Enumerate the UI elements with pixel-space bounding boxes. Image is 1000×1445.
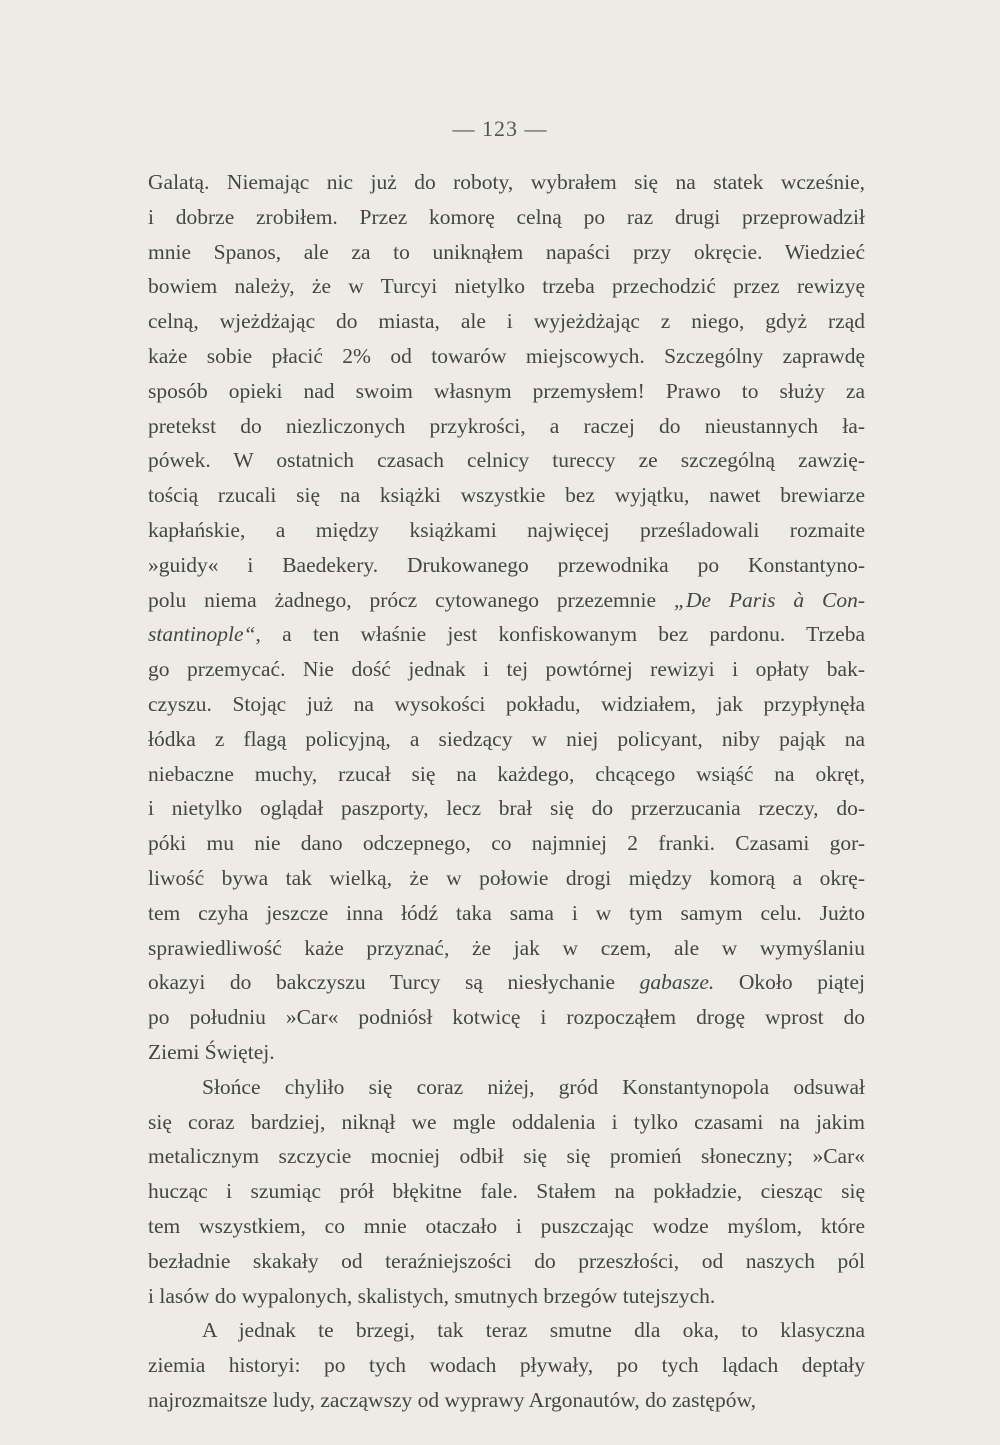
text-line: metalicznym szczycie mocniej odbił się się promień słoneczny; »Car« [148,1144,865,1169]
text-line: sposób opieki nad swoim własnym przemysłem! Prawo to służy za [148,378,865,403]
italic-text-segment: stantinople“ [148,622,256,647]
text-line: i nietylko oglądał paszporty, lecz brał się do przerzucania rzeczy, do- [148,796,865,821]
text-line: najrozmaitsze ludy, zacząwszy od wyprawy Argonautów, do zastępów, [148,1387,756,1412]
text-segment: okazyi do bakczyszu Turcy są niesłychanie [148,970,640,995]
text-line: i dobrze zrobiłem. Przez komorę celną po raz drugi przeprowadził [148,204,865,229]
text-line: tem wszystkiem, co mnie otaczało i puszczając wodze myślom, które [148,1213,865,1238]
text-line: sprawiedliwość każe przyznać, że jak w czem, ale w wymyślaniu [148,935,865,960]
text-line: hucząc i szumiąc prół błękitne fale. Stałem na pokładzie, ciesząc się [148,1179,865,1204]
text-line: ziemia historyi: po tych wodach pływały, po tych lądach deptały [148,1353,865,1378]
text-segment: Około piątej [714,970,866,995]
text-line: Galatą. Niemając nic już do roboty, wybrałem się na statek wcześnie, [148,170,865,194]
text-line: bezładnie skakały od teraźniejszości do przeszłości, od naszych pól [148,1248,865,1273]
text-line: tem czyha jeszcze inna łódź taka sama i w tym samym celu. Jużto [148,900,865,925]
text-line: czyszu. Stojąc już na wysokości pokładu, widziałem, jak przypłynęła [148,691,865,716]
text-line: celną, wjeżdżając do miasta, ale i wyjeżdżając z niego, gdyż rząd [148,309,865,334]
body-text [148,165,865,1418]
text-line: póki mu nie dano odczepnego, co najmniej 2 franki. Czasami gor- [148,831,865,856]
text-line: mnie Spanos, ale za to uniknąłem napaści przy okręcie. Wiedzieć [148,239,865,264]
text-line [148,617,865,652]
text-line: bowiem należy, że w Turcyi nietylko trzeba przechodzić przez rewizyę [148,274,865,299]
text-line: »guidy« i Baedekery. Drukowanego przewodnika po Konstantyno- [148,552,865,577]
text-line [148,965,865,1000]
text-line: go przemycać. Nie dość jednak i tej powtórnej rewizyi i opłaty bak- [148,657,865,682]
page-number: — 123 — [452,116,548,141]
text-line: każe sobie płacić 2% od towarów miejscowych. Szczególny zaprawdę [148,343,865,368]
text-line: łódka z flagą policyjną, a siedzący w niej policyant, niby pająk na [148,726,865,751]
text-line: liwość bywa tak wielką, że w połowie drogi między komorą a okrę- [148,865,865,890]
text-line: pówek. W ostatnich czasach celnicy tureccy ze szczególną zawzię- [148,448,865,473]
text-line: Ziemi Świętej. [148,1039,275,1064]
text-line: pretekst do niezliczonych przykrości, a raczej do nieustannych ła- [148,413,865,438]
italic-text-segment: gabasze. [639,970,715,995]
text-line: A jednak te brzegi, tak teraz smutne dla oka, to klasyczna [202,1318,865,1343]
text-line [148,583,865,618]
text-line: się coraz bardziej, niknął we mgle oddalenia i tylko czasami na jakim [148,1109,865,1134]
text-segment: polu niema żadnego, prócz cytowanego przezemnie [148,587,674,612]
text-segment: , a ten właśnie jest konfiskowanym bez pardonu. Trzeba [255,622,865,647]
text-line: i lasów do wypalonych, skalistych, smutnych brzegów tutejszych. [148,1283,716,1308]
italic-text-segment: „De Paris à Con- [673,587,865,612]
text-line: niebaczne muchy, rzucał się na każdego, chcącego wsiąść na okręt, [148,761,865,786]
text-line: po południu »Car« podniósł kotwicę i rozpocząłem drogę wprost do [148,1005,865,1030]
text-line: Słońce chyliło się coraz niżej, gród Konstantynopola odsuwał [202,1074,865,1099]
text-line: kapłańskie, a między książkami najwięcej prześladowali rozmaite [148,517,865,542]
text-line: tością rzucali się na książki wszystkie bez wyjątku, nawet brewiarze [148,483,865,508]
